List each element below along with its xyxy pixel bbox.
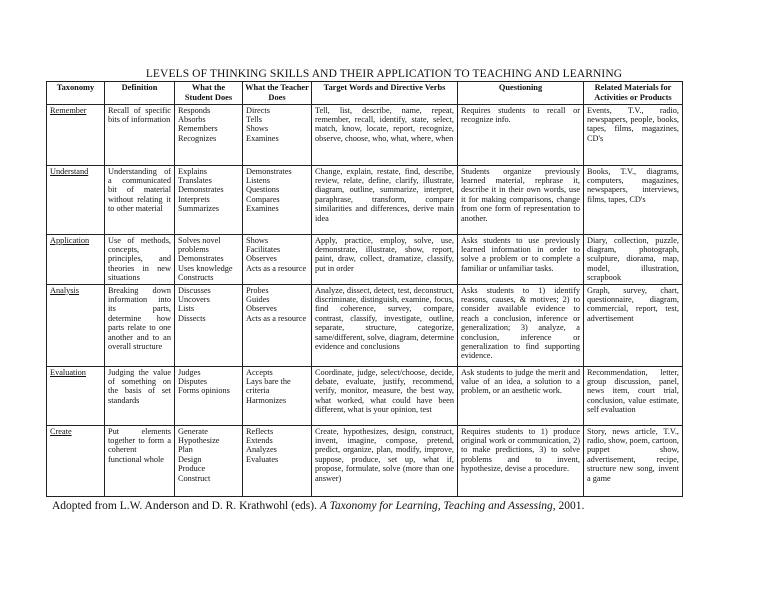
student-action: Plan bbox=[178, 445, 193, 455]
student-action: Lists bbox=[178, 304, 195, 314]
definition-cell: Judging the value of something on the basis of set standards bbox=[105, 366, 175, 425]
student-action: Summarizes bbox=[178, 204, 220, 214]
taxonomy-level-cell: Evaluation bbox=[47, 366, 105, 425]
taxonomy-level-cell: Remember bbox=[47, 104, 105, 165]
teacher-action: Directs bbox=[246, 105, 270, 115]
student-action: Judges bbox=[178, 367, 201, 377]
taxonomy-level-cell: Create bbox=[47, 425, 105, 496]
student-action: Absorbs bbox=[178, 115, 206, 124]
taxonomy-level-cell: Application bbox=[47, 234, 105, 284]
citation bbox=[52, 500, 584, 512]
teacher-action: Analyzes bbox=[246, 445, 277, 455]
directive-verbs-cell: Tell, list, describe, name, repeat, remember, recall, identify, state, select, match, know, locate, report, recognize, observe, choose, who, what, where, when bbox=[312, 104, 458, 165]
student-action: Translates bbox=[178, 176, 212, 185]
definition-cell: Put elements together to form a coherent functional whole bbox=[105, 425, 175, 496]
teacher-action: Evaluates bbox=[246, 454, 279, 464]
definition-cell: Understanding of a communicated bit of material without relating it to other material bbox=[105, 165, 175, 234]
column-header: What the Student Does bbox=[175, 82, 243, 105]
student-action: Responds bbox=[178, 105, 211, 115]
teacher-actions-cell bbox=[243, 165, 312, 234]
student-action: Explains bbox=[178, 166, 208, 176]
teacher-action: Accepts bbox=[246, 367, 273, 377]
table-row bbox=[47, 165, 683, 234]
materials-cell: Recommendation, letter, group discussion, panel, news item, court trial, conclusion, value estimate, self evaluation bbox=[584, 366, 683, 425]
table-row bbox=[47, 234, 683, 284]
materials-cell: Graph, survey, chart, questionnaire, diagram, commercial, report, test, advertisement bbox=[584, 284, 683, 366]
student-action: Design bbox=[178, 454, 202, 464]
student-actions-cell bbox=[175, 366, 243, 425]
questioning-cell: Requires students to recall or recognize info. bbox=[458, 104, 584, 165]
student-actions-cell bbox=[175, 104, 243, 165]
teacher-action: Guides bbox=[246, 295, 270, 305]
column-header: Taxonomy bbox=[47, 82, 105, 105]
student-action: Interprets bbox=[178, 194, 210, 204]
teacher-action: Acts as a resource bbox=[246, 313, 307, 323]
teacher-action: Demonstrates bbox=[246, 166, 292, 176]
student-action: Generate bbox=[178, 426, 208, 436]
teacher-action: Acts as a resource bbox=[246, 263, 307, 273]
teacher-action: Observes bbox=[246, 254, 277, 264]
definition-cell: Recall of specific bits of information bbox=[105, 104, 175, 165]
student-action: Forms opinions bbox=[178, 386, 230, 396]
questioning-cell: Requires students to 1) produce original work or communication, 2) to make predictions, 3) to solve problems and to invent, hypothesize, devise a procedure. bbox=[458, 425, 584, 496]
taxonomy-level-cell: Understand bbox=[47, 165, 105, 234]
student-actions-cell bbox=[175, 425, 243, 496]
student-action: Recognizes bbox=[178, 133, 217, 143]
student-action: Disputes bbox=[178, 377, 208, 387]
teacher-action: Observes bbox=[246, 304, 277, 314]
student-action: Discusses bbox=[178, 285, 211, 295]
table-row bbox=[47, 425, 683, 496]
student-action: Uses knowledge bbox=[178, 263, 233, 273]
student-action: Solves novel problems bbox=[178, 235, 221, 254]
student-action: Produce bbox=[178, 464, 206, 474]
teacher-action: Probes bbox=[246, 285, 269, 295]
definition-cell: Use of methods, concepts, principles, and theories in new situations bbox=[105, 234, 175, 284]
student-actions-cell bbox=[175, 284, 243, 366]
materials-cell: Diary, collection, puzzle, diagram, photograph, sculpture, diorama, map, model, illustration, scrapbook bbox=[584, 234, 683, 284]
column-header: What the Teacher Does bbox=[243, 82, 312, 105]
taxonomy-level-cell: Analysis bbox=[47, 284, 105, 366]
teacher-action: Tells bbox=[246, 115, 263, 124]
teacher-action: Shows bbox=[246, 235, 269, 245]
teacher-action: Questions bbox=[246, 185, 280, 195]
citation-year: , 2001. bbox=[552, 500, 585, 512]
questioning-cell: Asks students to 1) identify reasons, causes, & motives; 2) to consider available evidence to reach a conclusion, inference or generalization; 3) analyze, a conclusion, inference or generalization to find supporting evidence. bbox=[458, 284, 584, 366]
column-header: Related Materials for Activities or Products bbox=[584, 82, 683, 105]
teacher-actions-cell bbox=[243, 234, 312, 284]
student-action: Uncovers bbox=[178, 295, 210, 305]
table-row bbox=[47, 366, 683, 425]
teacher-action: Reflects bbox=[246, 426, 274, 436]
questioning-cell: Asks students to use previously learned information in order to solve a problem or to complete a familiar or unfamiliar tasks. bbox=[458, 234, 584, 284]
teacher-action: Harmonizes bbox=[246, 395, 287, 405]
table-row bbox=[47, 284, 683, 366]
directive-verbs-cell: Coordinate, judge, select/choose, decide, debate, evaluate, justify, recommend, verify, monitor, measure, the best way, what worked, what could have been different, what is your opinion, test bbox=[312, 366, 458, 425]
materials-cell: Events, T.V., radio, newspapers, people, books, tapes, films, magazines, CD's bbox=[584, 104, 683, 165]
student-action: Demonstrates bbox=[178, 185, 224, 195]
directive-verbs-cell: Analyze, dissect, detect, test, deconstruct, discriminate, distinguish, examine, focus, find coherence, survey, compare, contrast, classify, investigate, outline, separate, structure, categorize, same/different, solve, diagram, determine evidence and conclusions bbox=[312, 284, 458, 366]
student-action: Construct bbox=[178, 473, 211, 483]
student-action: Remembers bbox=[178, 124, 218, 134]
table-row bbox=[47, 104, 683, 165]
teacher-actions-cell bbox=[243, 284, 312, 366]
student-action: Dissects bbox=[178, 313, 206, 323]
directive-verbs-cell: Change, explain, restate, find, describe, review, relate, define, clarify, illustrate, diagram, outline, summarize, interpret, paraphrase, transform, compare similarities and differences, derive main idea bbox=[312, 165, 458, 234]
teacher-actions-cell bbox=[243, 104, 312, 165]
teacher-action: Facilitates bbox=[246, 245, 281, 254]
column-header: Target Words and Directive Verbs bbox=[312, 82, 458, 105]
questioning-cell: Students organize previously learned material, rephrase it, describe it in their own words, use it for making comparisons, change from one form of representation to another. bbox=[458, 165, 584, 234]
teacher-action: Shows bbox=[246, 124, 269, 134]
teacher-action: Extends bbox=[246, 436, 273, 446]
teacher-action: Listens bbox=[246, 176, 270, 185]
teacher-action: Compares bbox=[246, 194, 280, 204]
student-action: Demonstrates bbox=[178, 254, 224, 264]
student-action: Constructs bbox=[178, 273, 214, 283]
directive-verbs-cell: Create, hypothesizes, design, construct, invent, imagine, compose, pretend, predict, organize, plan, modify, improve, suppose, produce, set up, what if, propose, formulate, solve (more than one answer) bbox=[312, 425, 458, 496]
header-row bbox=[47, 82, 683, 105]
questioning-cell: Ask students to judge the merit and value of an idea, a solution to a problem, or an aesthetic work. bbox=[458, 366, 584, 425]
directive-verbs-cell: Apply, practice, employ, solve, use, demonstrate, illustrate, show, report, paint, draw, collect, dramatize, classify, put in order bbox=[312, 234, 458, 284]
materials-cell: Books, T.V., diagrams, computers, magazines, newspapers, interviews, films, tapes, CD's bbox=[584, 165, 683, 234]
column-header: Definition bbox=[105, 82, 175, 105]
student-action: Hypothesize bbox=[178, 436, 220, 446]
citation-book-title: A Taxonomy for Learning, Teaching and Assessing bbox=[319, 500, 553, 512]
materials-cell: Story, news article, T.V., radio, show, poem, cartoon, puppet show, advertisement, recipe, structure new song, invent a game bbox=[584, 425, 683, 496]
definition-cell: Breaking down information into its parts, determine how parts relate to one another and to an overall structure bbox=[105, 284, 175, 366]
teacher-action: Examines bbox=[246, 133, 279, 143]
student-actions-cell bbox=[175, 165, 243, 234]
column-header: Questioning bbox=[458, 82, 584, 105]
teacher-action: Examines bbox=[246, 204, 279, 214]
teacher-actions-cell bbox=[243, 425, 312, 496]
teacher-action: Lays bare the criteria bbox=[246, 377, 291, 396]
teacher-actions-cell bbox=[243, 366, 312, 425]
citation-authors: Adopted from L.W. Anderson and D. R. Krathwohl (eds). bbox=[52, 500, 320, 512]
thinking-skills-table bbox=[46, 81, 683, 497]
page-title: LEVELS OF THINKING SKILLS AND THEIR APPLICATION TO TEACHING AND LEARNING bbox=[145, 68, 623, 80]
student-actions-cell bbox=[175, 234, 243, 284]
